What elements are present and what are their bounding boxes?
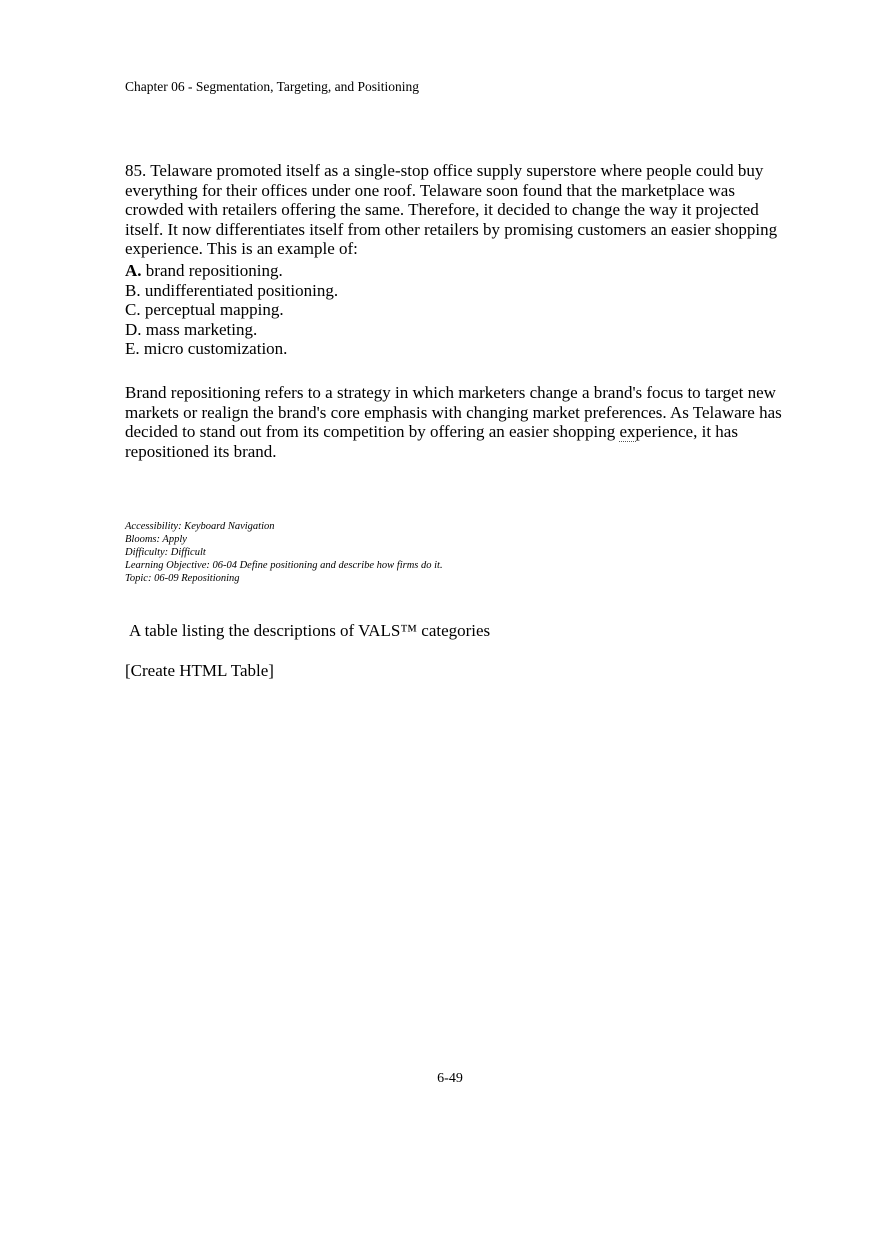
option-text: brand repositioning. [145, 261, 283, 280]
option-letter: D. [125, 319, 142, 339]
option-letter: A. [125, 261, 142, 280]
option-a [125, 261, 338, 281]
metadata-topic: Topic: 06-09 Repositioning [125, 573, 240, 584]
option-letter: E. [125, 339, 140, 359]
option-letter: C. [125, 300, 141, 320]
metadata-difficulty: Difficulty: Difficult [125, 547, 206, 558]
metadata-accessibility: Accessibility: Keyboard Navigation [125, 521, 275, 532]
table-caption: A table listing the descriptions of VALS™ categories [129, 621, 491, 640]
table-placeholder: [Create HTML Table] [125, 661, 274, 680]
answer-explanation [125, 383, 790, 461]
explanation-text-end: perience, it has repositioned its brand. [125, 422, 738, 461]
answer-options [125, 261, 338, 359]
metadata-learning-objective: Learning Objective: 06-04 Define positioning and describe how firms do it. [125, 560, 443, 571]
option-c [125, 300, 338, 320]
question-number: 85. [125, 161, 147, 180]
question-metadata [125, 520, 443, 585]
option-d [125, 320, 338, 340]
option-e [125, 339, 338, 359]
question-85 [125, 161, 790, 259]
option-text: perceptual mapping. [144, 300, 284, 320]
explanation-marked-text: ex [619, 422, 636, 442]
page-number: 6-49 [437, 1071, 463, 1086]
chapter-header: Chapter 06 - Segmentation, Targeting, and Positioning [125, 79, 420, 94]
option-text: mass marketing. [145, 319, 258, 339]
option-b [125, 281, 338, 301]
explanation-text: Brand repositioning refers to a strategy in which marketers change a brand's focus to target new markets or realign the brand's core emphasis with changing market preferences. As Telaware has decided to stand out from its competition by offering an easier shopping [125, 383, 782, 442]
question-stem [125, 161, 790, 259]
option-letter: B. [125, 280, 141, 300]
option-text: undifferentiated positioning. [144, 280, 339, 300]
question-text: Telaware promoted itself as a single-stop office supply superstore where people could buy everything for their offices under one roof. Telaware soon found that the marketplace was crowded with retailers offering the same. Therefore, it decided to change the way it projected itself. It now differentiates itself from other retailers by promising customers an easier shopping experience. This is an example of: [125, 161, 778, 259]
option-text: micro customization. [143, 339, 288, 359]
metadata-blooms: Blooms: Apply [125, 534, 187, 545]
